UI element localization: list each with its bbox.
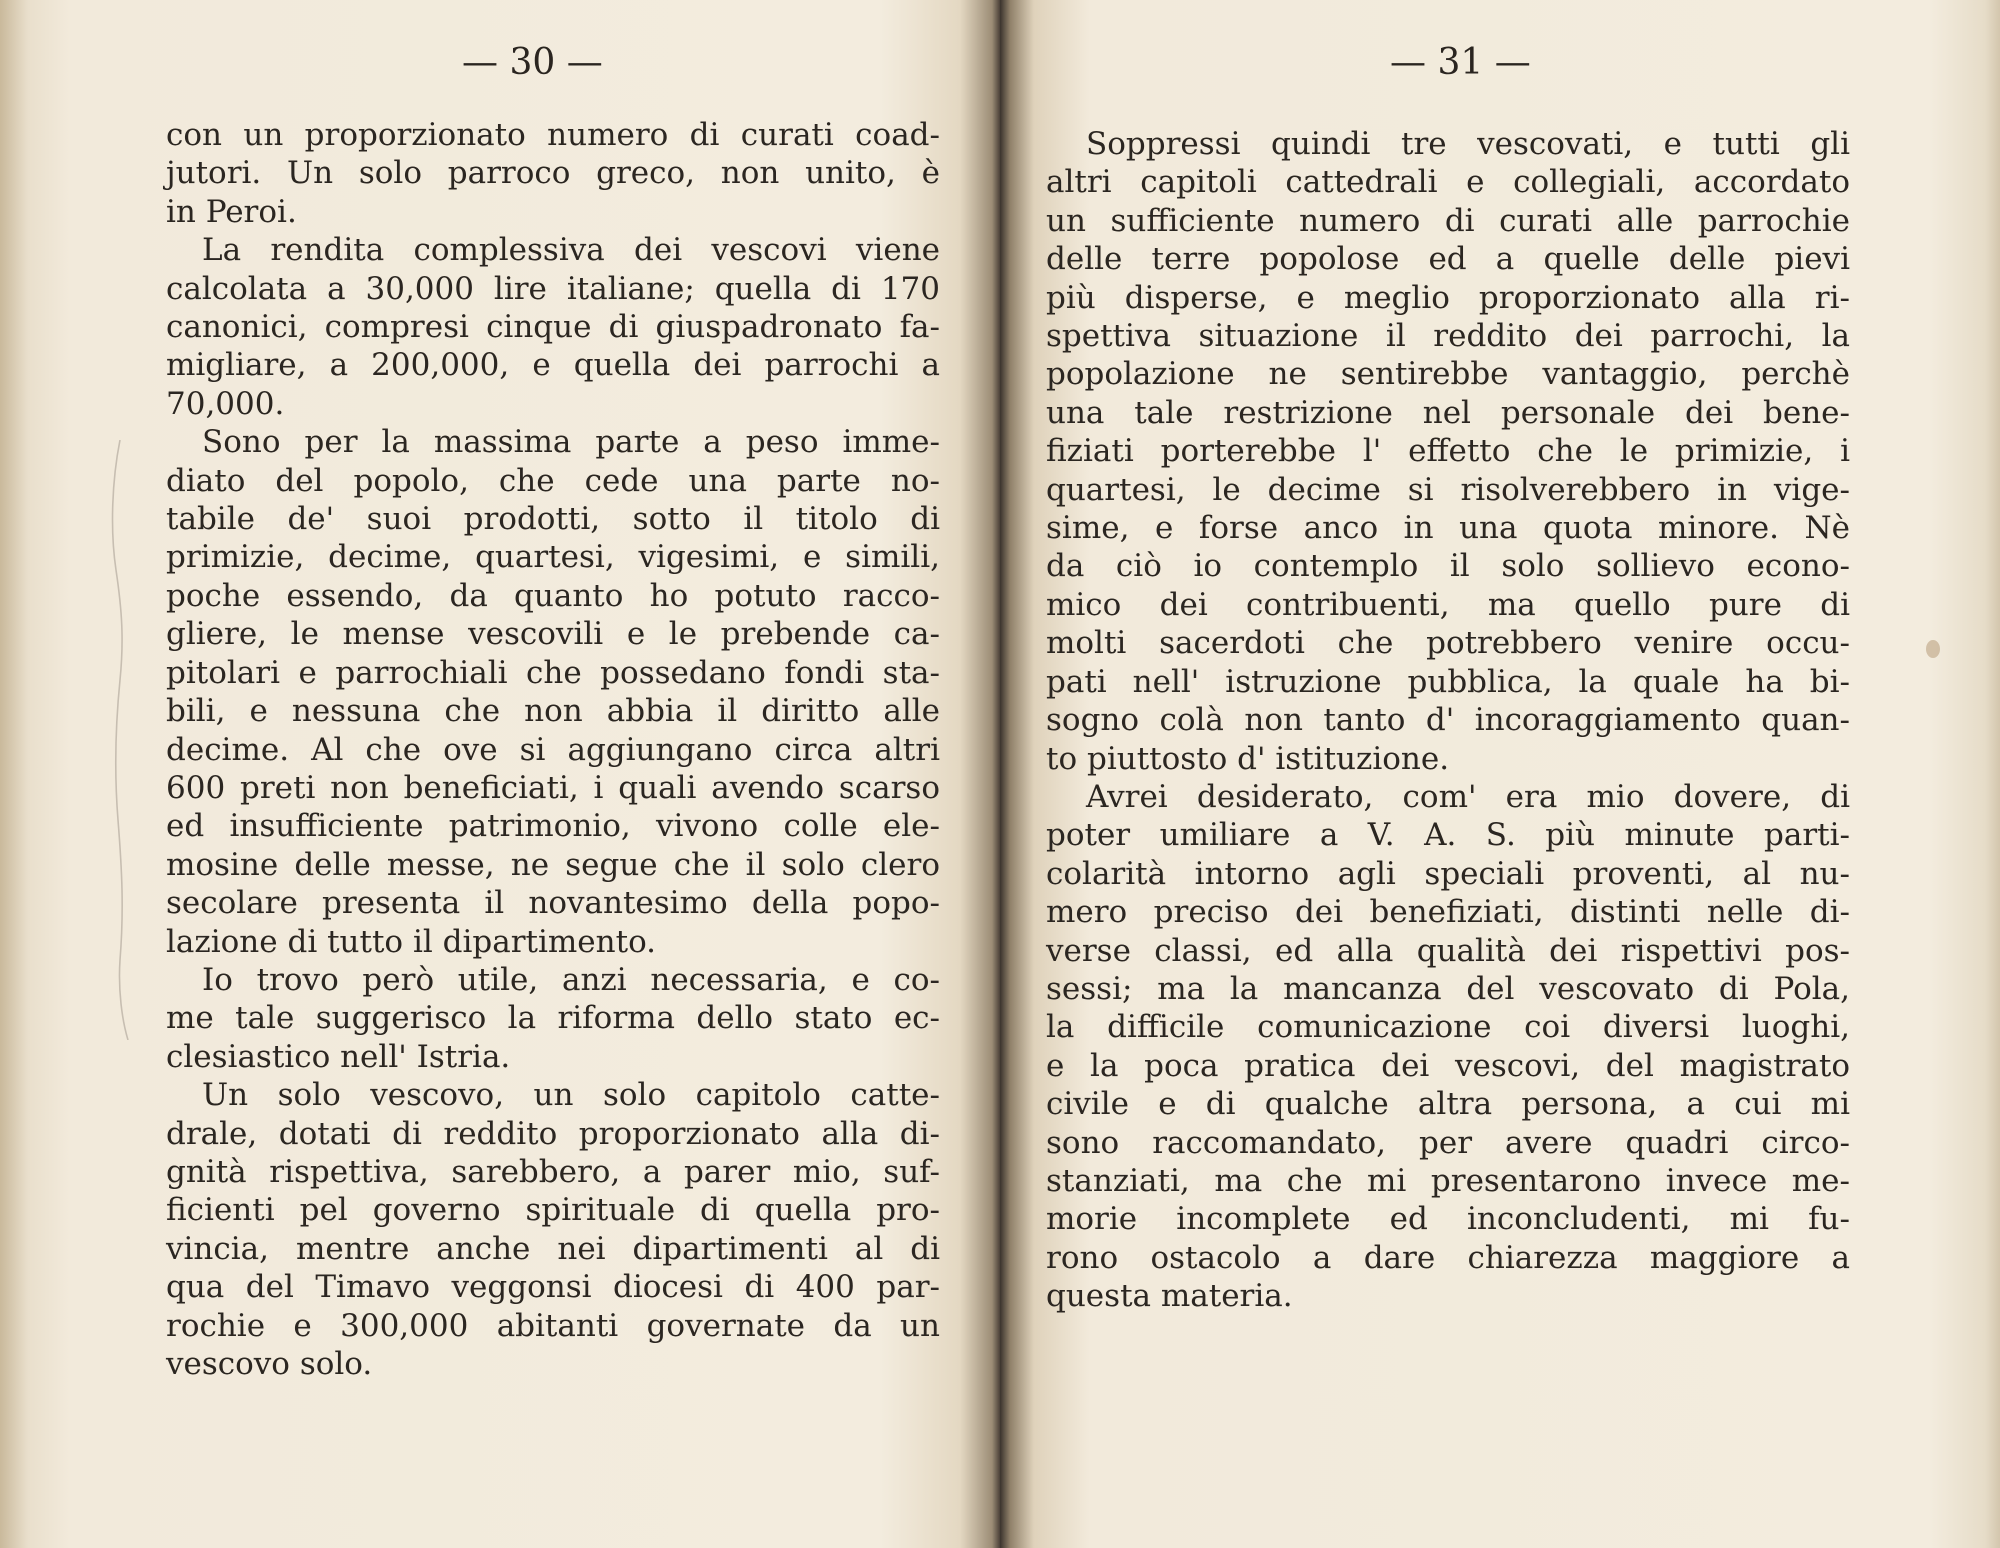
text-line: poche essendo, da quanto ho potuto racco- <box>166 577 940 614</box>
text-line: clesiastico nell' Istria. <box>166 1038 511 1075</box>
text-line: rochie e 300,000 abitanti governate da un <box>166 1307 940 1344</box>
text-line: decime. Al che ove si aggiungano circa altri <box>166 731 940 768</box>
left-page-text <box>166 116 940 1383</box>
text-line: una tale restrizione nel personale dei bene- <box>1046 394 1850 431</box>
text-line: primizie, decime, quartesi, vigesimi, e simili, <box>166 539 940 576</box>
text-line: poter umiliare a V. A. S. più minute parti- <box>1046 817 1850 854</box>
text-line: civile e di qualche altra persona, a cui mi <box>1046 1086 1850 1123</box>
text-line: mico dei contribuenti, ma quello pure di <box>1046 586 1850 623</box>
text-line: vincia, mentre anche nei dipartimenti al di <box>166 1230 940 1267</box>
text-line: vescovo solo. <box>166 1346 373 1382</box>
text-line: mosine delle messe, ne segue che il solo clero <box>166 846 940 883</box>
text-line: altri capitoli cattedrali e collegiali, accordato <box>1046 164 1850 201</box>
right-page <box>1000 0 2000 1548</box>
pencil-margin-mark <box>108 440 138 1040</box>
text-line: Soppressi quindi tre vescovati, e tutti gli <box>1086 126 1850 162</box>
text-line: pati nell' istruzione pubblica, la quale ha bi- <box>1046 663 1850 700</box>
text-line: lazione di tutto il dipartimento. <box>166 923 657 960</box>
text-line: 70,000. <box>166 385 285 422</box>
text-line: sogno colà non tanto d' incoraggiamento quan- <box>1046 702 1850 739</box>
text-line: ficienti pel governo spirituale di quella pro- <box>166 1192 940 1229</box>
text-line: ed insufficiente patrimonio, vivono colle ele- <box>166 808 940 845</box>
text-line: calcolata a 30,000 lire italiane; quella di 170 <box>166 270 940 307</box>
text-line: e la poca pratica dei vescovi, del magistrato <box>1046 1047 1850 1084</box>
text-line: to piuttosto d' istituzione. <box>1046 740 1450 777</box>
text-line: gnità rispettiva, sarebbero, a parer mio, suf- <box>166 1153 940 1190</box>
text-line: verse classi, ed alla qualità dei rispettivi pos- <box>1046 932 1850 969</box>
text-line: mero preciso dei benefiziati, distinti nelle di- <box>1046 894 1850 931</box>
text-line: stanziati, ma che mi presentarono invece me- <box>1046 1162 1850 1199</box>
text-line: rono ostacolo a dare chiarezza maggiore a <box>1046 1239 1850 1276</box>
paper-stain <box>1926 640 1940 658</box>
text-line: da ciò io contemplo il solo sollievo econo- <box>1046 548 1850 585</box>
text-line: Avrei desiderato, com' era mio dovere, di <box>1086 778 1850 815</box>
text-line: molti sacerdoti che potrebbero venire occu- <box>1046 625 1850 662</box>
text-line: sime, e forse anco in una quota minore. Nè <box>1046 510 1850 547</box>
text-line: Sono per la massima parte a peso imme- <box>202 424 940 461</box>
text-line: me tale suggerisco la riforma dello stato ec- <box>166 1000 940 1037</box>
text-line: jutori. Un solo parroco greco, non unito, è <box>166 155 940 192</box>
text-line: bili, e nessuna che non abbia il diritto alle <box>166 693 940 730</box>
page-number-right: — 31 — <box>1390 42 1531 83</box>
text-line: 600 preti non beneficiati, i quali avendo scarso <box>166 769 940 806</box>
text-line: con un proporzionato numero di curati coad- <box>166 117 940 153</box>
text-line: Un solo vescovo, un solo capitolo catte- <box>202 1077 940 1114</box>
text-line: delle terre popolose ed a quelle delle pievi <box>1046 241 1850 278</box>
text-line: questa materia. <box>1046 1278 1293 1315</box>
text-line: popolazione ne sentirebbe vantaggio, perchè <box>1046 356 1850 393</box>
text-line: fiziati porterebbe l' effetto che le primizie, i <box>1046 433 1850 470</box>
text-line: drale, dotati di reddito proporzionato alla di- <box>166 1115 940 1152</box>
text-line: in Peroi. <box>166 193 297 230</box>
text-line: canonici, compresi cinque di giuspadronato fa- <box>166 309 940 346</box>
text-line: spettiva situazione il reddito dei parrochi, la <box>1046 318 1850 355</box>
text-line: sono raccomandato, per avere quadri circo- <box>1046 1124 1850 1161</box>
text-line: gliere, le mense vescovili e le prebende ca- <box>166 616 940 653</box>
text-line: La rendita complessiva dei vescovi viene <box>202 232 940 269</box>
text-line: migliare, a 200,000, e quella dei parrochi a <box>166 347 940 384</box>
text-line: colarità intorno agli speciali proventi, al nu- <box>1046 855 1850 892</box>
text-line: la difficile comunicazione coi diversi luoghi, <box>1046 1009 1850 1046</box>
text-line: qua del Timavo veggonsi diocesi di 400 par- <box>166 1269 940 1306</box>
text-line: tabile de' suoi prodotti, sotto il titolo di <box>166 501 940 538</box>
page-number-left: — 30 — <box>462 42 603 83</box>
text-line: quartesi, le decime si risolverebbero in vige- <box>1046 471 1850 508</box>
text-line: sessi; ma la mancanza del vescovato di Pola, <box>1046 970 1850 1007</box>
text-line: un sufficiente numero di curati alle parrochie <box>1046 202 1850 239</box>
text-line: secolare presenta il novantesimo della popo- <box>166 885 940 922</box>
text-line: più disperse, e meglio proporzionato alla ri- <box>1046 279 1850 316</box>
text-line: Io trovo però utile, anzi necessaria, e co- <box>202 961 940 998</box>
text-line: morie incomplete ed inconcludenti, mi fu- <box>1046 1201 1850 1238</box>
text-line: pitolari e parrochiali che possedano fondi sta- <box>166 654 940 691</box>
text-line: diato del popolo, che cede una parte no- <box>166 462 940 499</box>
right-page-text <box>1046 125 1850 1316</box>
